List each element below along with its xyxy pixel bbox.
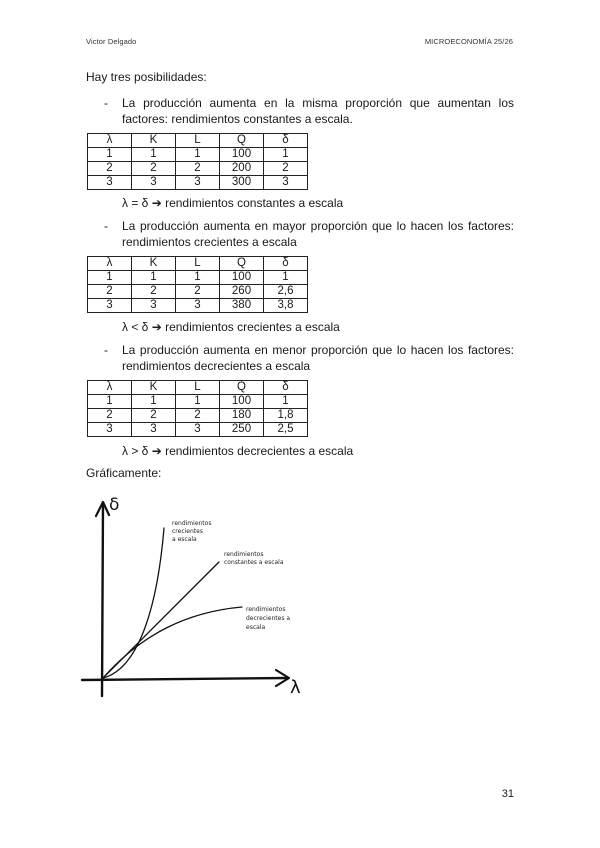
grafico-title: Gráficamente: — [86, 466, 162, 480]
table-constantes — [87, 133, 308, 190]
table-cell: 3 — [132, 299, 176, 313]
table-cell: 1 — [88, 271, 132, 285]
table-cell: 3 — [176, 299, 220, 313]
table-cell: 2 — [88, 285, 132, 299]
table-cell: 2 — [132, 285, 176, 299]
table-cell: 3 — [176, 423, 220, 437]
header-cell: λ — [88, 381, 132, 395]
label-crecientes-1: rendimientos — [172, 520, 212, 527]
x-axis-symbol: λ — [290, 677, 301, 698]
table-cell: 2,5 — [264, 423, 308, 437]
header-cell: λ — [88, 134, 132, 148]
case-crecientes-bullet — [104, 218, 514, 250]
table-cell: 1 — [132, 271, 176, 285]
table-row — [88, 148, 308, 162]
table-cell: 3 — [88, 299, 132, 313]
table-cell: 1 — [176, 271, 220, 285]
label-constantes-2: constantes a escala — [224, 559, 284, 566]
label-decrecientes-2: decrecientes a — [246, 615, 291, 622]
header-cell: K — [132, 381, 176, 395]
table-cell: 2 — [264, 162, 308, 176]
conclusion-crecientes: λ < δ ➔ rendimientos crecientes a escala — [122, 320, 340, 334]
table-cell: 3 — [88, 176, 132, 190]
header-cell: L — [176, 257, 220, 271]
table-cell: 2 — [132, 409, 176, 423]
case-constantes-bullet — [104, 95, 514, 127]
table-cell: 100 — [220, 148, 264, 162]
y-axis — [102, 504, 103, 696]
header-cell: δ — [264, 134, 308, 148]
case-decrecientes-bullet — [104, 342, 514, 374]
table-cell: 300 — [220, 176, 264, 190]
header-cell: δ — [264, 257, 308, 271]
table-cell: 2,6 — [264, 285, 308, 299]
label-decrecientes-1: rendimientos — [246, 606, 286, 613]
table-cell: 2 — [176, 285, 220, 299]
table-cell: 380 — [220, 299, 264, 313]
conclusion-decrecientes: λ > δ ➔ rendimientos decrecientes a escala — [122, 444, 354, 458]
table-cell: 180 — [220, 409, 264, 423]
header-cell: δ — [264, 381, 308, 395]
table-row — [88, 162, 308, 176]
header-cell: L — [176, 134, 220, 148]
header-cell: K — [132, 257, 176, 271]
table-cell: 3 — [176, 176, 220, 190]
table-cell: 250 — [220, 423, 264, 437]
table-cell: 3 — [132, 176, 176, 190]
case-decrecientes-text: La producción aumenta en menor proporción que lo hacen los factores: rendimientos decrecientes a escala — [122, 343, 514, 373]
header-cell: K — [132, 134, 176, 148]
conclusion-constantes: λ = δ ➔ rendimientos constantes a escala — [122, 196, 344, 210]
table-cell: 2 — [88, 162, 132, 176]
intro-text: Hay tres posibilidades: — [86, 70, 207, 84]
table-decrecientes — [87, 380, 308, 437]
table-cell: 1 — [88, 395, 132, 409]
table-row — [88, 176, 308, 190]
bullet-dash: - — [104, 96, 108, 110]
table-header-row — [88, 134, 308, 148]
table-row — [88, 423, 308, 437]
curve-decrecientes — [103, 607, 242, 678]
table-row — [88, 271, 308, 285]
table-row — [88, 395, 308, 409]
table-cell: 2 — [88, 409, 132, 423]
table-row — [88, 299, 308, 313]
x-axis — [82, 678, 288, 680]
returns-to-scale-graph — [76, 490, 316, 705]
table-cell: 1 — [264, 148, 308, 162]
label-crecientes-3: a escala — [172, 536, 197, 543]
table-header-row — [88, 257, 308, 271]
curve-crecientes — [103, 528, 164, 678]
table-cell: 100 — [220, 395, 264, 409]
table-cell: 2 — [176, 162, 220, 176]
table-cell: 3 — [88, 423, 132, 437]
table-cell: 3 — [264, 176, 308, 190]
header-author: Victor Delgado — [86, 37, 137, 46]
table-cell: 3 — [132, 423, 176, 437]
header-course: MICROECONOMÍA 25/26 — [424, 37, 513, 46]
table-cell: 260 — [220, 285, 264, 299]
table-cell: 200 — [220, 162, 264, 176]
table-header-row — [88, 381, 308, 395]
header-cell: Q — [220, 381, 264, 395]
header-cell: Q — [220, 257, 264, 271]
table-cell: 1 — [176, 148, 220, 162]
table-cell: 100 — [220, 271, 264, 285]
table-row — [88, 409, 308, 423]
table-cell: 2 — [176, 409, 220, 423]
table-row — [88, 285, 308, 299]
page-number: 31 — [501, 788, 514, 800]
table-cell: 2 — [132, 162, 176, 176]
case-constantes-text: La producción aumenta en la misma proporción que aumentan los factores: rendimientos constantes a escala. — [122, 96, 514, 126]
table-cell: 1 — [176, 395, 220, 409]
table-cell: 1,8 — [264, 409, 308, 423]
label-constantes-1: rendimientos — [224, 551, 264, 558]
header-cell: λ — [88, 257, 132, 271]
header-cell: L — [176, 381, 220, 395]
label-crecientes-2: crecientes — [172, 528, 203, 535]
table-cell: 1 — [264, 395, 308, 409]
case-crecientes-text: La producción aumenta en mayor proporción que lo hacen los factores: rendimientos crecientes a escala — [122, 219, 514, 249]
table-crecientes — [87, 256, 308, 313]
label-decrecientes-3: escala — [246, 624, 266, 631]
table-cell: 1 — [132, 395, 176, 409]
table-cell: 1 — [264, 271, 308, 285]
table-cell: 3,8 — [264, 299, 308, 313]
table-cell: 1 — [132, 148, 176, 162]
bullet-dash: - — [104, 219, 108, 233]
header-cell: Q — [220, 134, 264, 148]
bullet-dash: - — [104, 343, 108, 357]
table-cell: 1 — [88, 148, 132, 162]
y-axis-symbol: δ — [109, 495, 120, 515]
